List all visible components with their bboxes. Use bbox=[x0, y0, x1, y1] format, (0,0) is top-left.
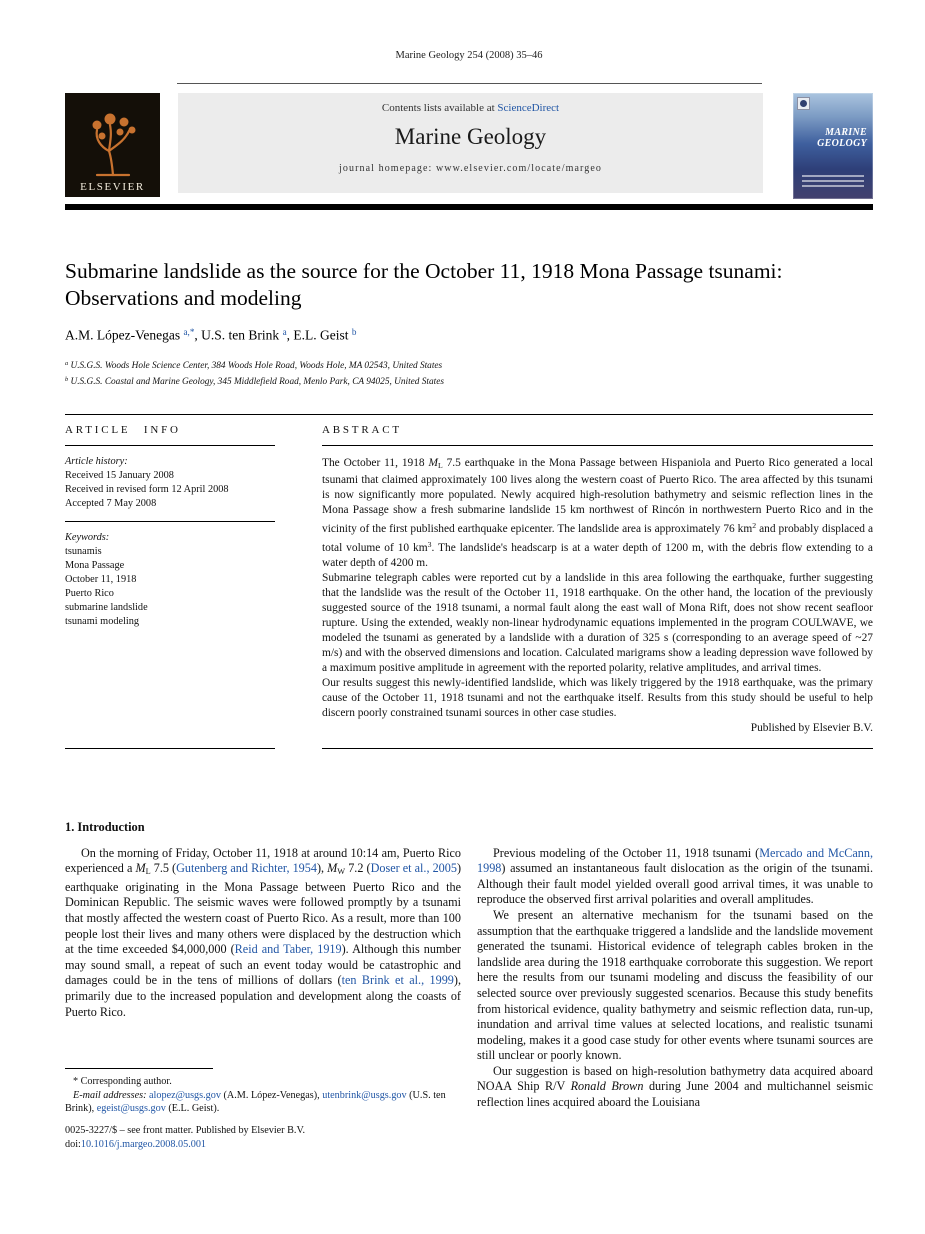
body-right-column bbox=[477, 819, 873, 1116]
abstract-paragraph bbox=[322, 571, 873, 676]
text-run: ), primarily due to the increased population and development along the coasts of Puerto Rico. bbox=[65, 973, 461, 1019]
text-run: ), bbox=[316, 861, 328, 876]
contents-prefix: Contents lists available at bbox=[381, 102, 498, 114]
history-item: Received 15 January 2008 bbox=[65, 469, 174, 481]
article-info-header: ARTICLE INFO bbox=[65, 415, 275, 446]
journal-homepage-link[interactable]: journal homepage: www.elsevier.com/locate/margeo bbox=[338, 163, 602, 174]
abstract-header: ABSTRACT bbox=[322, 415, 873, 446]
text-run: (U.S. ten Brink), bbox=[65, 1089, 446, 1115]
text-run: The October 11, 1918 bbox=[322, 456, 429, 469]
keywords-block bbox=[65, 522, 275, 639]
affiliation bbox=[65, 373, 873, 389]
text-run: M bbox=[428, 456, 438, 469]
publisher-note: Published by Elsevier B.V. bbox=[750, 721, 873, 734]
body-paragraph bbox=[477, 908, 873, 1064]
abstract-column bbox=[322, 415, 873, 749]
inline-link[interactable]: alopez@usgs.gov bbox=[149, 1089, 221, 1101]
contents-line bbox=[178, 102, 763, 114]
history-item: Received in revised form 12 April 2008 bbox=[65, 483, 229, 495]
text-run: ) earthquake originating in the Mona Passage between Puerto Rico and the Dominican Republic. The seismic waves were followed promptly by a tsunami that mostly affected the western coast of Puerto Rico. As a result, more than 100 people lost their lives and many others were displaced by the destruction which at the time exceeded $4,000,000 ( bbox=[65, 861, 462, 957]
article-footer bbox=[65, 1124, 873, 1152]
journal-banner bbox=[65, 93, 873, 199]
article-title: Submarine landslide as the source for the October 11, 1918 Mona Passage tsunami: Observations and modeling bbox=[65, 259, 783, 310]
banner-center bbox=[178, 93, 763, 193]
affiliation bbox=[65, 357, 873, 373]
doi-link[interactable]: 10.1016/j.margeo.2008.05.001 bbox=[80, 1138, 207, 1150]
text-run: M bbox=[327, 861, 338, 876]
footnote-divider bbox=[65, 1068, 213, 1069]
text-run: E-mail addresses: bbox=[73, 1089, 150, 1101]
text-run: Previous modeling of the October 11, 1918 tsunami ( bbox=[493, 845, 760, 860]
text-run: Ronald Brown bbox=[570, 1079, 644, 1094]
issn-line: 0025-3227/$ – see front matter. Published by Elsevier B.V. bbox=[65, 1124, 306, 1136]
text-run: Submarine telegraph cables were reported cut by a landslide in this area following the earthquake, further suggesting that the landslide was the result of the October 11, 1918 earthquake. On the other hand, the location of the previously suggested source of the 1918 tsunami, a normal fault along the east wall of Mona Rift, does not show recent seafloor rupture. Using the extended, weakly non-linear hydrodynamic equations implemented in the program COULWAVE, we modeled the tsunami as generated by a landslide with a duration of 325 s (corresponding to an average speed of ~27 m/s) and with the observed dimensions and location. Calculated marigrams show a leading depression wave followed by a maximum positive amplitude in agreement with the reported polarity, relative amplitudes, and arrival times. bbox=[322, 571, 873, 674]
article-history-label: Article history: bbox=[65, 455, 128, 467]
doi-line bbox=[65, 1138, 873, 1152]
elsevier-logo-text: ELSEVIER bbox=[80, 181, 145, 193]
abstract-paragraph bbox=[322, 676, 873, 721]
text-run: ). Although this number may sound small, a repeat of such an event today would be catastrophic and damages could be in the tens of millions of dollars ( bbox=[65, 942, 461, 988]
cover-logo-chip bbox=[797, 97, 810, 110]
text-run: 7.5 earthquake in the Mona Passage between Hispaniola and Puerto Rico generated a local tsunami that claimed approximately 100 lives along the western coast of Puerto Rico. The area affected by this tsunami is now significantly more populated. Newly acquired high-resolution bathymetry and seismic reflection lines in the Mona Passage show a fresh submarine landslide 15 km northwest of Rincón in northwestern Puerto Rico and in the vicinity of the first published earthquake epicenter. The landslide area is approximately 76 km bbox=[322, 456, 873, 535]
sciencedirect-link[interactable]: ScienceDirect bbox=[497, 102, 560, 114]
body-paragraph bbox=[477, 1064, 873, 1111]
abstract-body bbox=[322, 446, 873, 748]
text-run: during June 2004 and multichannel seismic reflection lines acquired aboard the Louisiana bbox=[477, 1079, 873, 1110]
text-run: A.M. López-Venegas bbox=[65, 327, 184, 343]
text-run: (A.M. López-Venegas), bbox=[220, 1089, 323, 1101]
keyword: tsunamis bbox=[65, 545, 102, 557]
inline-link[interactable]: Gutenberg and Richter, 1954 bbox=[176, 861, 317, 876]
journal-name: Marine Geology bbox=[394, 124, 547, 149]
inline-link[interactable]: a,* bbox=[183, 327, 195, 337]
text-run: (E.L. Geist). bbox=[165, 1103, 220, 1115]
text-run: 7.5 ( bbox=[150, 861, 177, 876]
text-run: 2 bbox=[752, 520, 757, 530]
body-paragraph bbox=[65, 846, 461, 1021]
affiliation-marker: a bbox=[65, 359, 69, 367]
text-run: Our suggestion is based on high-resolution bathymetry data acquired aboard NOAA Ship R/V bbox=[477, 1063, 873, 1094]
abstract-paragraph bbox=[322, 456, 873, 571]
article-body bbox=[65, 819, 873, 1116]
text-run: 7.2 ( bbox=[345, 861, 371, 876]
text-run: Our results suggest this newly-identified landslide, which was likely triggered by the 1918 earthquake, was the primary cause of the October 11, 1918 tsunami and not the earthquake itself. Results from this study should be useful to help discern poorly constrained tsunami sources in other case studies. bbox=[322, 676, 873, 719]
text-run: . The landslide's headscarp is at a water depth of 1200 m, with the debris flow extending to a water depth of 4200 m. bbox=[322, 541, 873, 569]
keyword: Puerto Rico bbox=[65, 587, 114, 599]
affiliations bbox=[65, 357, 873, 389]
body-left-column bbox=[65, 819, 461, 1116]
text-run: M bbox=[135, 861, 146, 876]
text-run: L bbox=[145, 867, 151, 877]
keyword: submarine landslide bbox=[65, 601, 148, 613]
text-run: 3 bbox=[427, 539, 432, 549]
author-list bbox=[65, 324, 873, 344]
cover-text-lines bbox=[793, 172, 873, 190]
text-run: , U.S. ten Brink bbox=[194, 327, 283, 343]
inline-link[interactable]: a bbox=[282, 327, 287, 337]
elsevier-logo bbox=[65, 93, 160, 197]
journal-cover bbox=[793, 93, 873, 199]
keyword: Mona Passage bbox=[65, 559, 125, 571]
corresponding-author-note: * Corresponding author. bbox=[73, 1076, 172, 1088]
inline-link[interactable]: egeist@usgs.gov bbox=[96, 1103, 166, 1115]
keywords-label: Keywords: bbox=[65, 531, 110, 543]
history-item: Accepted 7 May 2008 bbox=[65, 497, 157, 509]
keyword: tsunami modeling bbox=[65, 615, 140, 627]
text-run: L bbox=[437, 460, 443, 470]
header-divider bbox=[177, 83, 762, 84]
journal-citation: Marine Geology 254 (2008) 35–46 bbox=[395, 50, 543, 61]
inline-link[interactable]: Mercado and McCann, 1998 bbox=[477, 845, 873, 876]
elsevier-tree-icon bbox=[83, 108, 143, 180]
article-info-column bbox=[65, 415, 275, 749]
text-run: and probably displaced a total volume of 10 km bbox=[322, 522, 873, 554]
affiliation-marker: b bbox=[65, 375, 69, 383]
cover-title: MARINE GEOLOGY bbox=[817, 127, 867, 149]
inline-link[interactable]: ten Brink et al., 1999 bbox=[341, 973, 454, 988]
section-heading: 1. Introduction bbox=[65, 819, 145, 834]
inline-link[interactable]: Doser et al., 2005 bbox=[370, 861, 457, 876]
affiliation-text: U.S.G.S. Woods Hole Science Center, 384 Woods Hole Road, Woods Hole, MA 02543, United States bbox=[68, 360, 443, 371]
doi-label: doi: bbox=[65, 1138, 81, 1150]
text-run: ) assumed an instantaneous fault dislocation as the origin of the tsunami. Although their fault model yielded overall good arrival times, it was unable to reproduce the observed first arrival polarities and overall amplitudes. bbox=[477, 861, 873, 907]
affiliation-text: U.S.G.S. Coastal and Marine Geology, 345 Middlefield Road, Menlo Park, CA 94025, United States bbox=[68, 376, 444, 387]
article-info-abstract-section bbox=[65, 414, 873, 749]
inline-link[interactable]: utenbrink@usgs.gov bbox=[322, 1089, 407, 1101]
body-paragraph bbox=[477, 846, 873, 908]
header-bar bbox=[65, 204, 873, 210]
keyword: October 11, 1918 bbox=[65, 573, 137, 585]
text-run: We present an alternative mechanism for the tsunami based on the assumption that the earthquake triggered a landslide and the landslide movement generated the tsunami. Historical evidence of telegraph cables broken in the landslide area during the 1918 earthquake corroborate this suggestion. We report here the results from our tsunami modeling and discuss the feasibility of our selected source over previously suggested scenarios. Because this study benefits from historical evidence, quality bathymetry and seismic reflection data, run-up, inundation and arrival time values at selected locations, and realistic tsunami modeling, makes it a good case study for other events where tsunami sources are still unclear or poorly known. bbox=[477, 907, 873, 1063]
inline-link[interactable]: Reid and Taber, 1919 bbox=[234, 942, 342, 957]
inline-link[interactable]: b bbox=[351, 327, 357, 337]
text-run: W bbox=[337, 867, 346, 877]
article-history-block bbox=[65, 446, 275, 522]
email-addresses bbox=[65, 1089, 461, 1116]
text-run: On the morning of Friday, October 11, 1918 at around 10:14 am, Puerto Rico experienced a bbox=[65, 845, 461, 876]
text-run: , E.L. Geist bbox=[286, 327, 352, 343]
footnote bbox=[65, 1068, 461, 1116]
